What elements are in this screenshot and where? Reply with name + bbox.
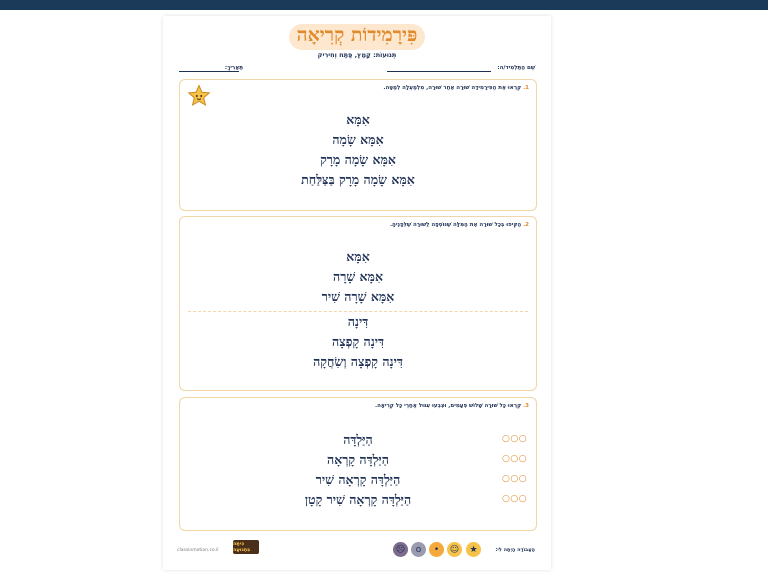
reading-line: הַיַּלְדָּה: [343, 432, 373, 447]
emoji-neutral-icon[interactable]: •: [429, 542, 444, 557]
date-label: תַּאֲרִיךְ:: [224, 65, 243, 71]
reading-circles[interactable]: ○○○: [502, 454, 528, 464]
worksheet-page: [163, 16, 551, 570]
reading-line: הַיַּלְדָּה קָרְאָה: [327, 452, 389, 467]
section-1-instruction: 1. קִרְאוּ אֶת הַפִּירָמִידָה שׁוּרָה אַחַר שׁוּרָה, מִלְמַעְלָה לְמַטָּה.: [383, 85, 529, 91]
pyramid-line: אִמָּא שָׂמָה: [332, 132, 384, 147]
section-2-instruction: 2. הַקִּיפוּ בְּכָל שׁוּרָה אֶת הַמִּלָּה שֶׁנּוֹסְפָה לַשּׁוּרָה שֶׁלְּפָנֶיהָ.: [389, 222, 529, 228]
pyramid-line: דִּינָה קָפְצָה וְשִׂחֲקָה: [313, 354, 403, 369]
emoji-shocked-icon[interactable]: o: [411, 542, 426, 557]
reading-circles[interactable]: ○○○: [502, 494, 528, 504]
student-name-label: שֵׁם הַתַּלְמִיד/ה:: [497, 65, 535, 71]
brand-logo: כִּיתָּה בִּתְנוּעָה: [233, 540, 259, 554]
emoji-starstruck-icon[interactable]: ★: [466, 542, 481, 557]
brand-url: classinmotion.co.il: [177, 548, 219, 553]
section-1: [179, 79, 537, 211]
reading-line: הַיַּלְדָּה קָרְאָה שִׁיר קָטָן: [304, 492, 412, 507]
section-2: [179, 216, 537, 391]
pyramid-line: אִמָּא שָׂמָה מָרָק בַּצַּלַּחַת: [301, 172, 415, 187]
emoji-sad-icon[interactable]: ☹: [393, 542, 408, 557]
page-subtitle: תְּנוּעוֹת: קָמַץ, פַּתַּח וְחִירִיק: [317, 51, 397, 59]
emoji-happy-icon[interactable]: ☺: [447, 542, 462, 557]
pyramid-line: אִמָּא שָׂמָה מָרָק: [320, 152, 396, 167]
reading-circles[interactable]: ○○○: [502, 434, 528, 444]
top-bar: [0, 0, 768, 10]
pyramid-line: אִמָּא שָׁרָה: [333, 269, 383, 284]
pyramid-line: אִמָּא: [346, 112, 370, 127]
section-3-instruction: 3. קִרְאוּ כָּל שׁוּרָה שָׁלוֹשׁ פְּעָמִים, וּצְבְעוּ עִגּוּל אַחֲרֵי כָּל קְרִיאָה.: [375, 403, 529, 409]
section-3: [179, 397, 537, 531]
pyramid-line: דִּינָה: [347, 314, 369, 329]
group-divider: [188, 311, 528, 312]
star-icon: [187, 84, 211, 108]
rating-label: הָעֲבוֹדָה הָיְתָה לִי:: [495, 547, 535, 553]
pyramid-line: אִמָּא שָׁרָה שִׁיר: [321, 289, 395, 304]
reading-line: הַיַּלְדָּה קָרְאָה שִׁיר: [315, 472, 401, 487]
student-name-line[interactable]: [387, 71, 491, 72]
reading-circles[interactable]: ○○○: [502, 474, 528, 484]
page-title: פִּירָמִידוֹת קְרִיאָה: [296, 24, 418, 46]
pyramid-line: דִּינָה קָפְצָה: [331, 334, 385, 349]
pyramid-line: אִמָּא: [346, 249, 370, 264]
date-line[interactable]: [179, 71, 239, 72]
